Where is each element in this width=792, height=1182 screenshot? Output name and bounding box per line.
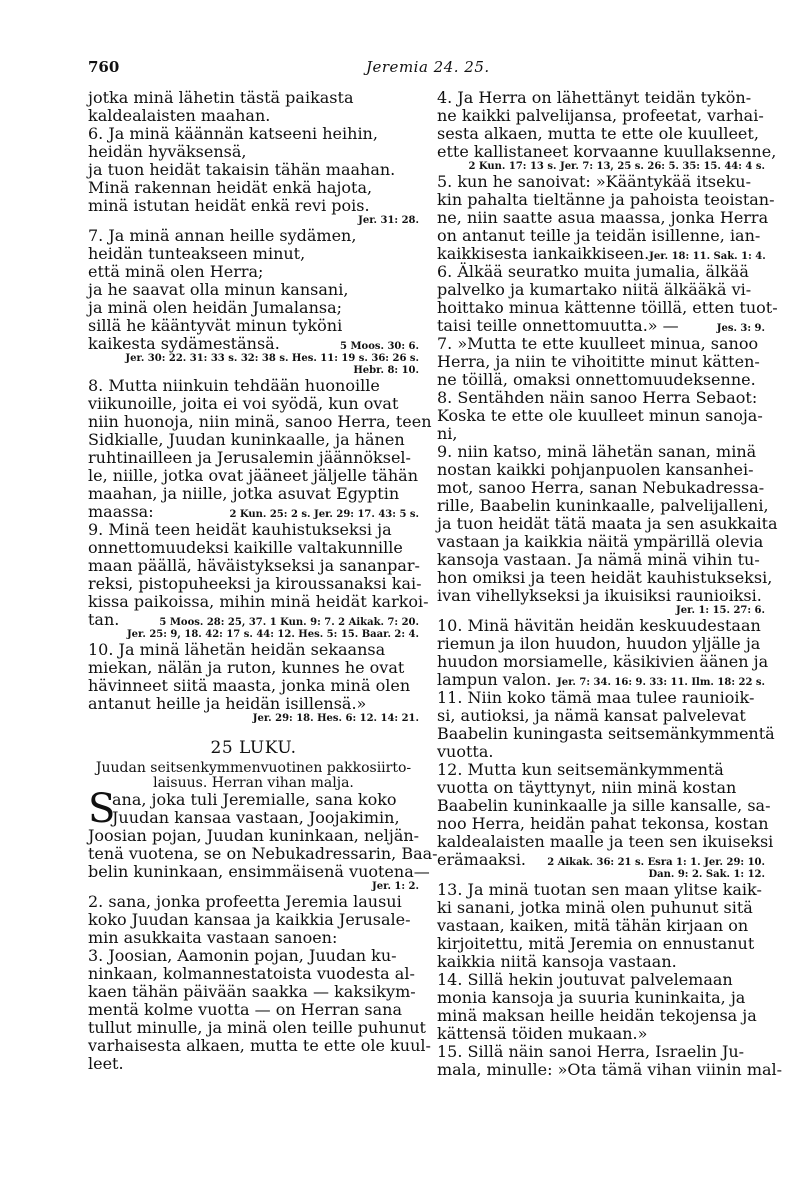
text-block bbox=[88, 892, 431, 1073]
text-line: vastaan, kaiken, mitä tähän kirjaan on bbox=[437, 916, 749, 935]
text-line: Herra, ja niin te vihoititte minut kätten- bbox=[437, 352, 760, 371]
text-block bbox=[437, 172, 775, 245]
text-line: sillä he kääntyvät minun tyköni bbox=[88, 316, 343, 335]
text-line: kaen tähän päivään saakka — kaksikym- bbox=[88, 982, 416, 1001]
text-line bbox=[88, 611, 419, 629]
text-line: ne töillä, omaksi onnettomuudeksenne. bbox=[437, 370, 756, 389]
cross-reference: Jer. 1: 15. 27: 6. bbox=[676, 605, 765, 616]
text-line: min asukkaita vastaan sanoen: bbox=[88, 928, 338, 947]
text-line: kin pahalta tieltänne ja pahoista teoistan- bbox=[437, 190, 775, 209]
text-line-content: tan. bbox=[88, 610, 120, 629]
text-line: ja tuon heidät tätä maata ja sen asukkaita bbox=[437, 514, 778, 533]
text-block bbox=[88, 520, 429, 611]
text-line: ivan vihellykseksi ja ikuisiksi raunioiksi. bbox=[437, 586, 762, 605]
text-block bbox=[437, 88, 777, 161]
text-line: 6. Älkää seuratko muita jumalia, älkää bbox=[437, 262, 749, 281]
text-line: nostan kaikki pohjanpuolen kansanhei- bbox=[437, 460, 754, 479]
text-block bbox=[437, 262, 778, 317]
text-line: kirjoitettu, mitä Jeremia on ennustanut bbox=[437, 934, 755, 953]
right-column bbox=[437, 88, 783, 1079]
text-line: kissa paikoissa, mihin minä heidät karkoi- bbox=[88, 592, 429, 611]
text-line: miekan, nälän ja ruton, kunnes he ovat bbox=[88, 658, 405, 677]
text-line: heidän hyväksensä, bbox=[88, 142, 247, 161]
cross-reference: Jes. 3: 9. bbox=[716, 323, 765, 334]
text-line: 6. Ja minä käännän katseeni heihin, bbox=[88, 124, 378, 143]
text-line: leet. bbox=[88, 1054, 124, 1073]
chapter-heading: 25 LUKU. bbox=[210, 738, 297, 758]
text-line: ette kallistaneet korvaanne kuullaksenne, bbox=[437, 142, 777, 161]
text-line: rille, Baabelin kuninkaalle, palvelijalleni, bbox=[437, 496, 769, 515]
text-line bbox=[88, 335, 419, 353]
drop-cap: S bbox=[88, 786, 116, 832]
text-line: ja he saavat olla minun kansani, bbox=[88, 280, 349, 299]
cross-reference: 2 Kun. 25: 2 s. Jer. 29: 17. 43: 5 s. bbox=[229, 509, 419, 520]
text-line: varhaisesta alkaen, mutta te ette ole kuul- bbox=[88, 1036, 431, 1055]
text-line: viikunoille, joita ei voi syödä, kun ovat bbox=[88, 394, 399, 413]
text-line: 15. Sillä näin sanoi Herra, Israelin Ju- bbox=[437, 1042, 745, 1061]
text-line: 2. sana, jonka profeetta Jeremia lausui bbox=[88, 892, 402, 911]
text-line: että minä olen Herra; bbox=[88, 262, 264, 281]
text-line bbox=[437, 245, 765, 263]
cross-reference: Jer. 25: 9, 18. 42: 17 s. 44: 12. Hes. 5: 15. Baar. 2: 4. bbox=[126, 629, 419, 640]
text-line: Sidkialle, Juudan kuninkaalle, ja hänen bbox=[88, 430, 405, 449]
text-line: ja tuon heidät takaisin tähän maahan. bbox=[88, 160, 396, 179]
text-line: kaldealaisten maahan. bbox=[88, 106, 271, 125]
text-line-content: lampun valon. bbox=[437, 670, 552, 689]
chapter-summary: Juudan seitsenkymmenvuotinen pakkosiirto- bbox=[95, 760, 412, 776]
text-line: 4. Ja Herra on lähettänyt teidän tykön- bbox=[437, 88, 752, 107]
text-line: heidän tunteakseen minut, bbox=[88, 244, 306, 263]
text-line: hoittako minua kättenne töillä, etten tuot- bbox=[437, 298, 778, 317]
text-line: 10. Ja minä lähetän heidän sekaansa bbox=[88, 640, 386, 659]
cross-reference: Jer. 7: 34. 16: 9. 33: 11. Ilm. 18: 22 s. bbox=[556, 677, 765, 688]
text-block bbox=[88, 89, 419, 215]
text-line: ja minä olen heidän Jumalansa; bbox=[88, 298, 343, 317]
text-line: 5. kun he sanoivat: »Kääntykää itseku- bbox=[437, 172, 751, 191]
text-block bbox=[88, 826, 438, 881]
text-line: on antanut teille ja teidän isillenne, ian- bbox=[437, 226, 761, 245]
text-line: vastaan ja kaikkia näitä ympärillä olevia bbox=[437, 532, 764, 551]
text-line: Baabelin kuningasta seitsemänkymmentä bbox=[437, 724, 775, 743]
text-line: 3. Joosian, Aamonin pojan, Juudan ku- bbox=[88, 946, 397, 965]
page-number: 760 bbox=[88, 58, 120, 76]
text-line: si, autioksi, ja nämä kansat palvelevat bbox=[437, 706, 746, 725]
cross-reference: 5 Moos. 30: 6. bbox=[340, 341, 419, 352]
text-line: 10. Minä hävitän heidän keskuudestaan bbox=[437, 616, 761, 635]
text-line: ninkaan, kolmannestatoista vuodesta al- bbox=[88, 964, 415, 983]
text-line: Juudan kansaa vastaan, Joojakimin, bbox=[112, 808, 400, 827]
text-line: kansoja vastaan. Ja nämä minä vihin tu- bbox=[437, 550, 760, 569]
text-line: minä istutan heidät enkä revi pois. bbox=[88, 196, 370, 215]
text-line: palvelko ja kumartako niitä älkääkä vi- bbox=[437, 280, 752, 299]
text-line: kaldealaisten maalle ja teen sen ikuiseksi bbox=[437, 832, 774, 851]
text-line: tullut minulle, ja minä olen teille puhunut bbox=[88, 1018, 426, 1037]
cross-reference: 2 Kun. 17: 13 s. Jer. 7: 13, 25 s. 26: 5. 35: 15. 44: 4 s. bbox=[468, 161, 765, 172]
text-line: le, niille, jotka ovat jääneet jäljelle tähän bbox=[88, 466, 418, 485]
text-line: 7. Ja minä annan heille sydämen, bbox=[88, 226, 357, 245]
running-head: Jeremia 24. 25. bbox=[366, 58, 490, 76]
text-line: belin kuninkaan, ensimmäisenä vuotena— bbox=[88, 862, 430, 881]
text-line: kaikkia niitä kansoja vastaan. bbox=[437, 952, 677, 971]
text-line: noo Herra, heidän pahat tekonsa, kostan bbox=[437, 814, 769, 833]
text-line: 9. Minä teen heidät kauhistukseksi ja bbox=[88, 520, 392, 539]
text-line: 13. Ja minä tuotan sen maan ylitse kaik- bbox=[437, 880, 762, 899]
text-line: monia kansoja ja suuria kuninkaita, ja bbox=[437, 988, 746, 1007]
text-line: hon omiksi ja teen heidät kauhistukseksi, bbox=[437, 568, 773, 587]
text-line: niin huonoja, niin minä, sanoo Herra, teen bbox=[88, 412, 432, 431]
text-line: kättensä töiden mukaan.» bbox=[437, 1024, 648, 1043]
text-block bbox=[88, 376, 432, 503]
cross-reference: Jer. 31: 28. bbox=[358, 215, 419, 226]
text-block bbox=[88, 227, 419, 335]
text-line: minä maksan heille heidän tekojensa ja bbox=[437, 1006, 757, 1025]
text-line-content: maassa: bbox=[88, 502, 154, 521]
left-column bbox=[88, 88, 438, 1073]
text-line: ne, niin saatte asua maassa, jonka Herra bbox=[437, 208, 769, 227]
text-line: 8. Sentähden näin sanoo Herra Sebaot: bbox=[437, 388, 758, 407]
text-block bbox=[437, 616, 769, 671]
cross-reference: Jer. 30: 22. 31: 33 s. 32: 38 s. Hes. 11: 19 s. 36: 26 s. bbox=[125, 353, 419, 364]
text-line: huudon morsiamelle, käsikivien äänen ja bbox=[437, 652, 769, 671]
text-line: maahan, ja niille, jotka asuvat Egyptin bbox=[88, 484, 400, 503]
text-line: Baabelin kuninkaalle ja sille kansalle, sa- bbox=[437, 796, 771, 815]
text-line: 7. »Mutta te ette kuulleet minua, sanoo bbox=[437, 334, 759, 353]
text-line: tenä vuotena, se on Nebukadressarin, Baa- bbox=[88, 844, 438, 863]
text-line-content: kaikesta sydämestänsä. bbox=[88, 334, 280, 353]
text-block bbox=[437, 688, 775, 851]
text-line: vuotta. bbox=[437, 742, 494, 761]
text-line: mentä kolme vuotta — on Herran sana bbox=[88, 1000, 402, 1019]
cross-reference: Jer. 29: 18. Hes. 6: 12. 14: 21. bbox=[252, 713, 419, 724]
cross-reference: Jer. 18: 11. Sak. 1: 4. bbox=[649, 251, 766, 262]
spacer bbox=[88, 725, 419, 735]
text-line bbox=[88, 503, 419, 521]
text-line: ana, joka tuli Jeremialle, sana koko bbox=[112, 790, 397, 809]
text-line: Minä rakennan heidät enkä hajota, bbox=[88, 178, 373, 197]
cross-reference: Jer. 1: 2. bbox=[372, 881, 419, 892]
text-line bbox=[437, 851, 765, 869]
text-line: riemun ja ilon huudon, huudon yljälle ja bbox=[437, 634, 761, 653]
text-line: 12. Mutta kun seitsemänkymmentä bbox=[437, 760, 724, 779]
cross-reference: 5 Moos. 28: 25, 37. 1 Kun. 9: 7. 2 Aikak. 7: 20. bbox=[159, 617, 419, 628]
text-block bbox=[437, 334, 778, 605]
cross-reference: Dan. 9: 2. Sak. 1: 12. bbox=[648, 869, 765, 880]
text-line: ni, bbox=[437, 424, 458, 443]
text-line-content: taisi teille onnettomuutta.» — bbox=[437, 316, 679, 335]
text-line: jotka minä lähetin tästä paikasta bbox=[88, 88, 354, 107]
text-line: 9. niin katso, minä lähetän sanan, minä bbox=[437, 442, 757, 461]
text-line bbox=[437, 671, 765, 689]
chapter-summary: laisuus. Herran vihan malja. bbox=[153, 775, 354, 791]
cross-reference: 2 Aikak. 36: 21 s. Esra 1: 1. Jer. 29: 10. bbox=[547, 857, 765, 868]
text-line: onnettomuudeksi kaikille valtakunnille bbox=[88, 538, 403, 557]
text-line: hävinneet siitä maasta, jonka minä olen bbox=[88, 676, 411, 695]
chapter-intro bbox=[88, 786, 419, 832]
text-line: vuotta on täyttynyt, niin minä kostan bbox=[437, 778, 737, 797]
text-line: ne kaikki palvelijansa, profeetat, varhai- bbox=[437, 106, 764, 125]
text-line: ruhtinailleen ja Jerusalemin jäännöksel- bbox=[88, 448, 411, 467]
text-line: antanut heille ja heidän isillensä.» bbox=[88, 694, 367, 713]
text-line: mot, sanoo Herra, sanan Nebukadressa- bbox=[437, 478, 765, 497]
text-line: ki sanani, jotka minä olen puhunut sitä bbox=[437, 898, 753, 917]
text-line: sesta alkaen, mutta te ette ole kuulleet, bbox=[437, 124, 759, 143]
text-line: mala, minulle: »Ota tämä vihan viinin mal- bbox=[437, 1060, 783, 1079]
text-block bbox=[88, 641, 419, 713]
text-line: 8. Mutta niinkuin tehdään huonoille bbox=[88, 376, 380, 395]
cross-reference: Hebr. 8: 10. bbox=[353, 365, 419, 376]
text-block bbox=[437, 880, 783, 1079]
text-line-content: kaikkisesta iankaikkiseen. bbox=[437, 244, 650, 263]
text-line bbox=[437, 317, 765, 335]
text-line: 11. Niin koko tämä maa tulee raunioik- bbox=[437, 688, 755, 707]
text-line: Joosian pojan, Juudan kuninkaan, neljän- bbox=[88, 826, 420, 845]
text-line: 14. Sillä hekin joutuvat palvelemaan bbox=[437, 970, 733, 989]
text-line: reksi, pistopuheeksi ja kiroussanaksi kai- bbox=[88, 574, 422, 593]
text-line: koko Juudan kansaa ja kaikkia Jerusale- bbox=[88, 910, 411, 929]
text-line: Koska te ette ole kuulleet minun sanoja- bbox=[437, 406, 763, 425]
text-line: maan päällä, häväistykseksi ja sananpar- bbox=[88, 556, 420, 575]
text-line-content: erämaaksi. bbox=[437, 850, 527, 869]
